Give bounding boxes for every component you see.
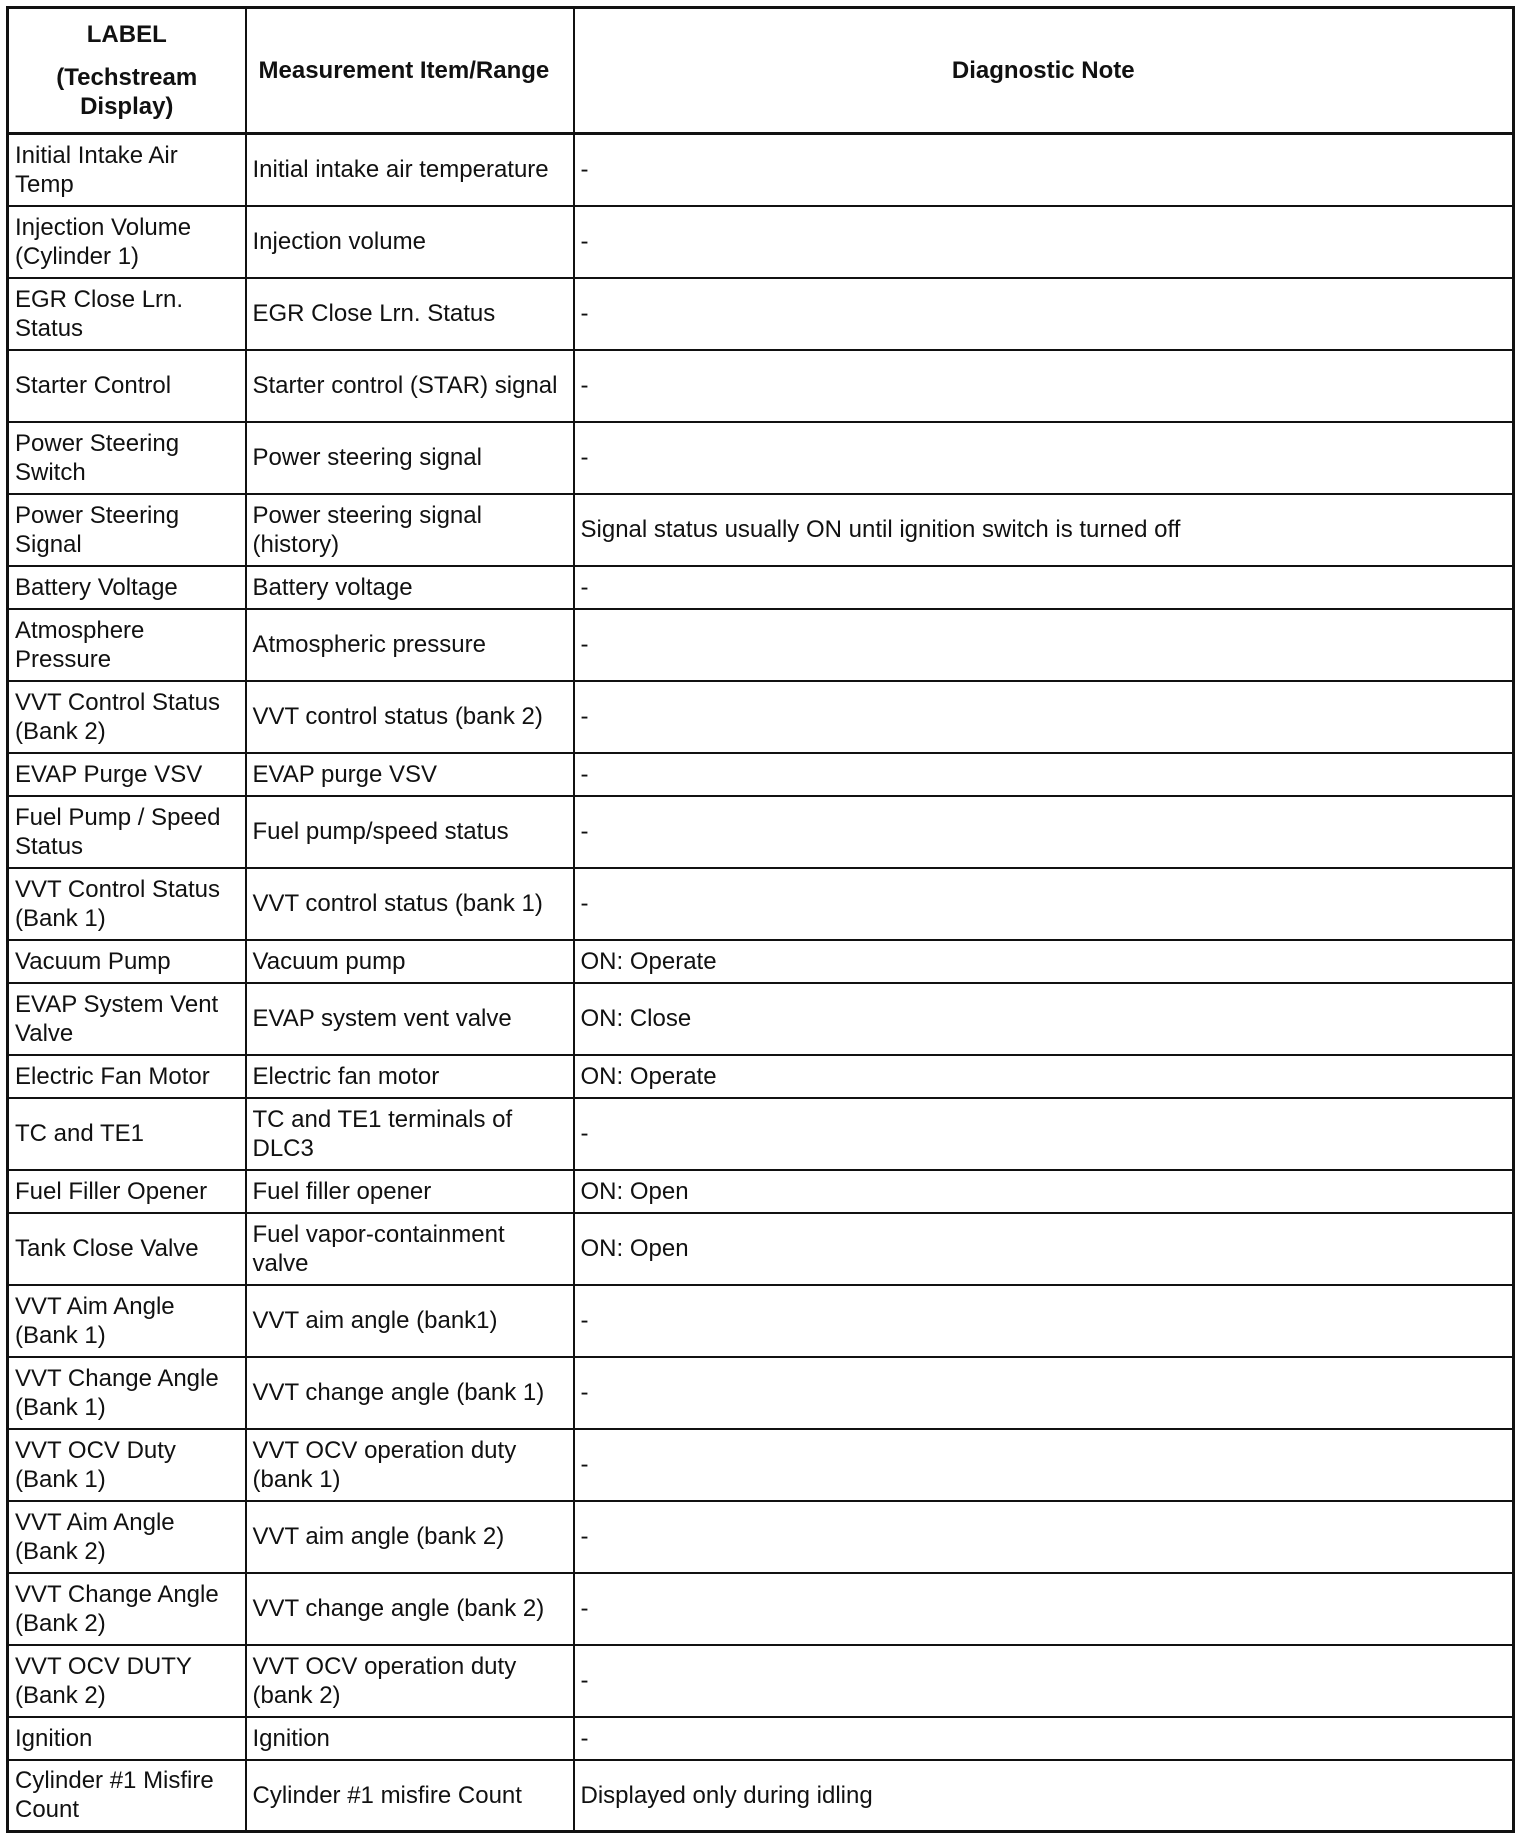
note-cell: - (574, 609, 1514, 681)
label-cell: Tank Close Valve (8, 1213, 246, 1285)
table-row (8, 681, 1514, 753)
table-row (8, 278, 1514, 350)
table-row (8, 350, 1514, 422)
table-body (8, 134, 1514, 1832)
note-cell: Displayed only during idling (574, 1760, 1514, 1832)
note-cell: ON: Open (574, 1213, 1514, 1285)
label-header-subtitle: (Techstream Display) (56, 64, 198, 120)
note-cell: - (574, 206, 1514, 278)
note-cell: - (574, 1717, 1514, 1760)
label-header-title: LABEL (86, 21, 167, 48)
measurement-cell: Fuel filler opener (246, 1170, 574, 1213)
note-cell: Signal status usually ON until ignition switch is turned off (574, 494, 1514, 566)
note-cell: - (574, 1501, 1514, 1573)
label-cell: Starter Control (8, 350, 246, 422)
label-cell: Fuel Filler Opener (8, 1170, 246, 1213)
measurement-cell: VVT OCV operation duty (bank 1) (246, 1429, 574, 1501)
measurement-cell: Ignition (246, 1717, 574, 1760)
table-row (8, 1760, 1514, 1832)
label-cell: VVT Control Status (Bank 1) (8, 868, 246, 940)
table-row (8, 422, 1514, 494)
note-cell: - (574, 1357, 1514, 1429)
table-header (8, 8, 1514, 134)
measurement-cell: Cylinder #1 misfire Count (246, 1760, 574, 1832)
measurement-cell: VVT aim angle (bank 2) (246, 1501, 574, 1573)
note-cell: - (574, 1098, 1514, 1170)
table-row (8, 940, 1514, 983)
table-row (8, 494, 1514, 566)
techstream-data-table (6, 6, 1515, 1833)
measurement-cell: VVT change angle (bank 2) (246, 1573, 574, 1645)
table-row (8, 1055, 1514, 1098)
note-cell: - (574, 134, 1514, 206)
label-cell: VVT Control Status (Bank 2) (8, 681, 246, 753)
measurement-cell: Atmospheric pressure (246, 609, 574, 681)
label-cell: Cylinder #1 Misfire Count (8, 1760, 246, 1832)
label-cell: Power Steering Signal (8, 494, 246, 566)
measurement-cell: VVT change angle (bank 1) (246, 1357, 574, 1429)
table-row (8, 134, 1514, 206)
table-row (8, 1573, 1514, 1645)
note-cell: - (574, 753, 1514, 796)
measurement-cell: Fuel pump/speed status (246, 796, 574, 868)
label-cell: Vacuum Pump (8, 940, 246, 983)
table-row (8, 796, 1514, 868)
measurement-cell: EGR Close Lrn. Status (246, 278, 574, 350)
note-cell: - (574, 350, 1514, 422)
note-cell: - (574, 796, 1514, 868)
header-row (8, 8, 1514, 134)
table-row (8, 1357, 1514, 1429)
measurement-cell: EVAP purge VSV (246, 753, 574, 796)
table-row (8, 868, 1514, 940)
note-column-header: Diagnostic Note (574, 8, 1514, 134)
measurement-cell: VVT control status (bank 1) (246, 868, 574, 940)
label-cell: VVT OCV Duty (Bank 1) (8, 1429, 246, 1501)
note-cell: - (574, 1573, 1514, 1645)
label-column-header (8, 8, 246, 134)
measurement-cell: VVT aim angle (bank1) (246, 1285, 574, 1357)
measurement-cell: Battery voltage (246, 566, 574, 609)
note-cell: - (574, 1645, 1514, 1717)
measurement-cell: Vacuum pump (246, 940, 574, 983)
table-row (8, 206, 1514, 278)
note-cell: ON: Operate (574, 1055, 1514, 1098)
label-cell: EVAP System Vent Valve (8, 983, 246, 1055)
table-row (8, 1098, 1514, 1170)
measurement-cell: Fuel vapor-containment valve (246, 1213, 574, 1285)
table-row (8, 566, 1514, 609)
measurement-cell: VVT control status (bank 2) (246, 681, 574, 753)
measurement-cell: EVAP system vent valve (246, 983, 574, 1055)
label-cell: Electric Fan Motor (8, 1055, 246, 1098)
table-row (8, 1717, 1514, 1760)
label-cell: EGR Close Lrn. Status (8, 278, 246, 350)
note-cell: ON: Open (574, 1170, 1514, 1213)
measurement-cell: Injection volume (246, 206, 574, 278)
label-cell: TC and TE1 (8, 1098, 246, 1170)
measurement-cell: Power steering signal (history) (246, 494, 574, 566)
note-cell: - (574, 681, 1514, 753)
label-cell: Power Steering Switch (8, 422, 246, 494)
note-cell: ON: Close (574, 983, 1514, 1055)
table-row (8, 1213, 1514, 1285)
label-cell: Injection Volume (Cylinder 1) (8, 206, 246, 278)
label-cell: VVT OCV DUTY (Bank 2) (8, 1645, 246, 1717)
table-row (8, 753, 1514, 796)
label-cell: VVT Aim Angle (Bank 1) (8, 1285, 246, 1357)
table-row (8, 1429, 1514, 1501)
note-cell: - (574, 1429, 1514, 1501)
measurement-cell: VVT OCV operation duty (bank 2) (246, 1645, 574, 1717)
note-cell: ON: Operate (574, 940, 1514, 983)
label-cell: Battery Voltage (8, 566, 246, 609)
measurement-cell: Starter control (STAR) signal (246, 350, 574, 422)
label-cell: EVAP Purge VSV (8, 753, 246, 796)
note-cell: - (574, 566, 1514, 609)
label-cell: Ignition (8, 1717, 246, 1760)
table-row (8, 1170, 1514, 1213)
table-row (8, 983, 1514, 1055)
measurement-cell: Initial intake air temperature (246, 134, 574, 206)
table-row (8, 1501, 1514, 1573)
note-cell: - (574, 868, 1514, 940)
measurement-cell: Power steering signal (246, 422, 574, 494)
measurement-column-header: Measurement Item/Range (246, 8, 574, 134)
table-row (8, 609, 1514, 681)
measurement-cell: Electric fan motor (246, 1055, 574, 1098)
measurement-cell: TC and TE1 terminals of DLC3 (246, 1098, 574, 1170)
note-cell: - (574, 422, 1514, 494)
table-row (8, 1285, 1514, 1357)
label-cell: Fuel Pump / Speed Status (8, 796, 246, 868)
note-cell: - (574, 1285, 1514, 1357)
label-cell: Atmosphere Pressure (8, 609, 246, 681)
table-row (8, 1645, 1514, 1717)
label-cell: VVT Change Angle (Bank 2) (8, 1573, 246, 1645)
label-cell: VVT Change Angle (Bank 1) (8, 1357, 246, 1429)
note-cell: - (574, 278, 1514, 350)
label-cell: Initial Intake Air Temp (8, 134, 246, 206)
label-cell: VVT Aim Angle (Bank 2) (8, 1501, 246, 1573)
